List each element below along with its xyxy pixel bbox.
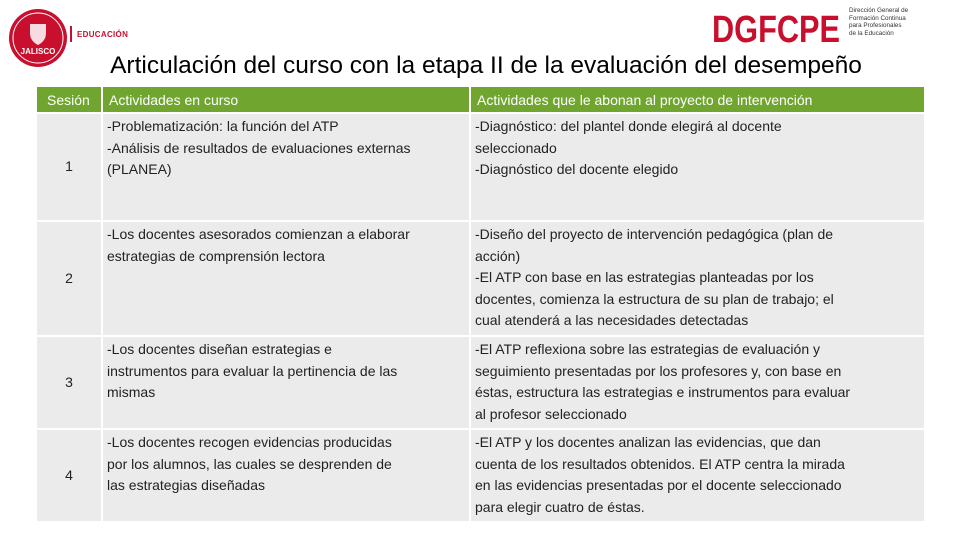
session-number: 2 xyxy=(36,221,102,336)
cell-line: -Diagnóstico: del plantel donde elegirá al docente xyxy=(475,118,782,134)
header-session: Sesión xyxy=(36,86,102,113)
educacion-brand-text: EDUCACIÓN xyxy=(77,29,129,39)
page-title: Articulación del curso con la etapa II de la evaluación del desempeño xyxy=(110,52,862,79)
project-activities-cell xyxy=(470,429,925,522)
session-number: 1 xyxy=(36,113,102,221)
course-activities-cell xyxy=(102,113,470,221)
cell-line: -El ATP y los docentes analizan las evidencias, que dan xyxy=(475,434,821,450)
cell-line: por los alumnos, las cuales se desprenden de xyxy=(107,455,392,472)
session-number: 4 xyxy=(36,429,102,522)
cell-line: instrumentos para evaluar la pertinencia de las xyxy=(107,362,398,379)
project-activities-cell xyxy=(470,221,925,336)
project-activities-cell xyxy=(470,336,925,429)
cell-line: (PLANEA) xyxy=(107,161,172,178)
header-course-activities: Actividades en curso xyxy=(102,86,470,113)
org-line: de la Educación xyxy=(849,29,894,37)
course-activities-cell xyxy=(102,336,470,429)
dgfcpe-logo xyxy=(712,8,842,48)
org-line: Formación Continua xyxy=(849,14,906,22)
header-project-activities: Actividades que le abonan al proyecto de intervención xyxy=(470,86,925,113)
cell-line: seleccionado xyxy=(475,139,557,156)
cell-line: -Los docentes asesorados comienzan a elaborar xyxy=(107,226,410,242)
table-row xyxy=(36,221,925,336)
cell-line: docentes, comienza la estructura de su plan de trabajo; el xyxy=(475,290,834,307)
cell-line: acción) xyxy=(475,247,521,264)
cell-line: -Diagnóstico del docente elegido xyxy=(475,161,679,178)
course-activities-cell xyxy=(102,221,470,336)
cell-line: cuenta de los resultados obtenidos. El ATP centra la mirada xyxy=(475,455,845,472)
cell-line: en las evidencias presentadas por el docente seleccionado xyxy=(475,477,842,494)
cell-line: mismas xyxy=(107,384,156,401)
cell-line: -Diseño del proyecto de intervención pedagógica (plan de xyxy=(475,226,834,242)
table-row xyxy=(36,113,925,221)
cell-line: -Los docentes recogen evidencias producidas xyxy=(107,434,392,450)
cell-line: -El ATP reflexiona sobre las estrategias de evaluación y xyxy=(475,341,821,357)
educacion-brand xyxy=(70,26,128,42)
cell-line: cual atenderá a las necesidades detectadas xyxy=(475,312,749,329)
cell-line: al profesor seleccionado xyxy=(475,405,627,422)
org-line: Dirección General de xyxy=(849,7,909,14)
session-number: 3 xyxy=(36,336,102,429)
cell-line: -El ATP con base en las estrategias planteadas por los xyxy=(475,269,814,286)
cell-line: estrategias de comprensión lectora xyxy=(107,247,325,264)
brand-divider xyxy=(70,26,72,42)
cell-line: -Los docentes diseñan estrategias e xyxy=(107,341,332,357)
cell-line: para elegir cuatro de éstas. xyxy=(475,498,645,515)
course-activities-cell xyxy=(102,429,470,522)
cell-line: éstas, estructura las estrategias e instrumentos para evaluar xyxy=(475,384,851,401)
activities-table xyxy=(35,85,926,523)
cell-line: -Análisis de resultados de evaluaciones externas xyxy=(107,139,411,156)
jalisco-logo-text: JALISCO xyxy=(20,47,56,56)
dgfcpe-logo-text: DGFCPE xyxy=(712,9,840,48)
cell-line: seguimiento presentadas por los profesores y, con base en xyxy=(475,362,842,379)
cell-line: -Problematización: la función del ATP xyxy=(107,118,339,134)
table-row xyxy=(36,429,925,522)
org-line: para Profesionales xyxy=(849,22,902,30)
project-activities-cell xyxy=(470,113,925,221)
cell-line: las estrategias diseñadas xyxy=(107,477,265,494)
table-row xyxy=(36,336,925,429)
dgfcpe-org-name xyxy=(849,7,954,37)
table-header-row xyxy=(36,86,925,113)
